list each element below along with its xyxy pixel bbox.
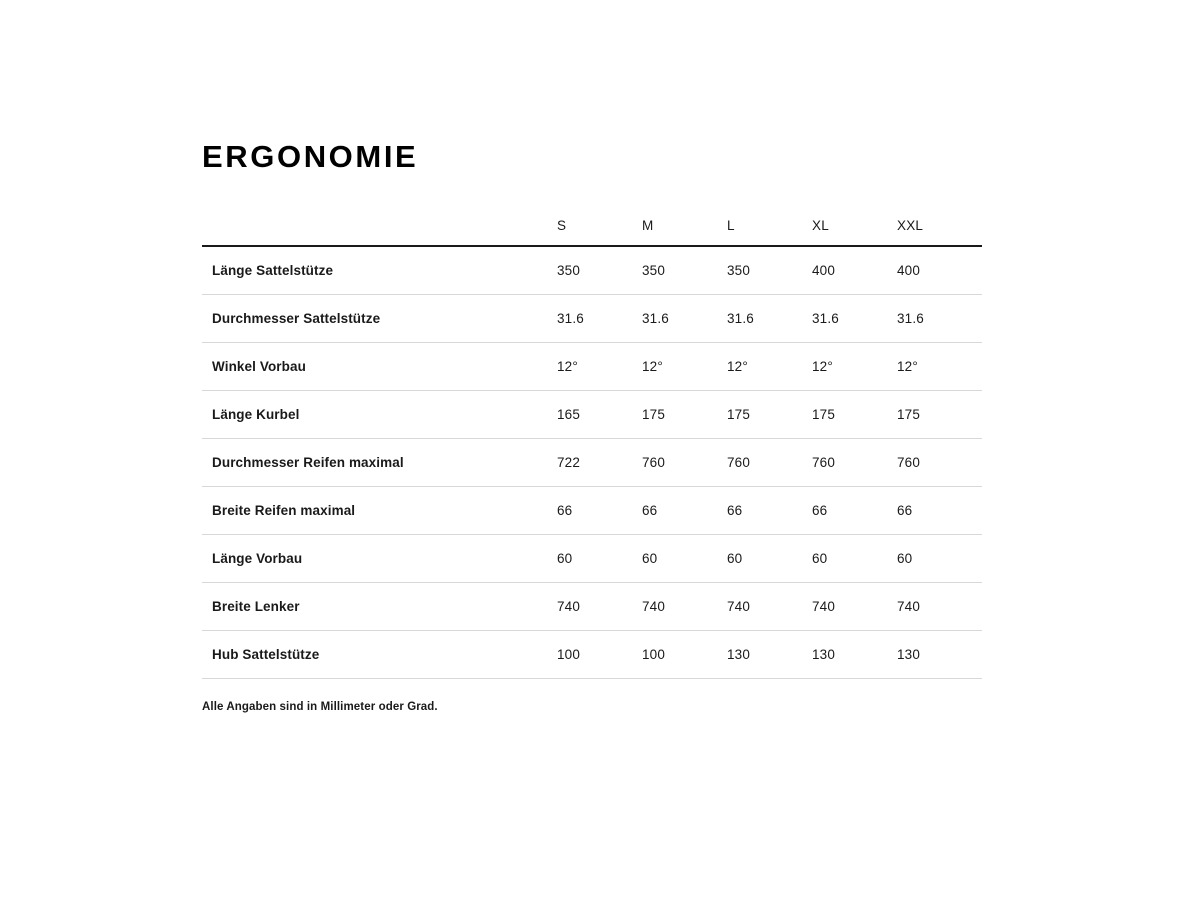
row-label: Durchmesser Reifen maximal	[212, 455, 404, 471]
cell-l: 740	[727, 599, 750, 615]
table-row	[202, 439, 982, 487]
cell-s: 12°	[557, 359, 578, 375]
cell-xxl: 740	[897, 599, 920, 615]
cell-l: 130	[727, 647, 750, 663]
row-label: Hub Sattelstütze	[212, 647, 320, 663]
cell-s: 740	[557, 599, 580, 615]
cell-xxl: 175	[897, 407, 920, 423]
cell-l: 350	[727, 263, 750, 279]
row-label: Länge Kurbel	[212, 407, 300, 423]
cell-xl: 175	[812, 407, 835, 423]
cell-xl: 400	[812, 263, 835, 279]
row-label: Länge Vorbau	[212, 551, 303, 567]
cell-l: 12°	[727, 359, 748, 375]
cell-xl: 12°	[812, 359, 833, 375]
table-footnote: Alle Angaben sind in Millimeter oder Grad.	[202, 701, 438, 714]
cell-m: 350	[642, 263, 665, 279]
cell-m: 100	[642, 647, 665, 663]
cell-xxl: 12°	[897, 359, 918, 375]
column-header-m: M	[642, 218, 654, 234]
ergonomics-spec-table	[202, 218, 982, 679]
row-label: Winkel Vorbau	[212, 359, 306, 375]
cell-xl: 760	[812, 455, 835, 471]
cell-l: 760	[727, 455, 750, 471]
table-row	[202, 487, 982, 535]
cell-xxl: 760	[897, 455, 920, 471]
row-label: Breite Reifen maximal	[212, 503, 356, 519]
table-header	[202, 218, 982, 246]
row-label: Länge Sattelstütze	[212, 263, 334, 279]
column-header-xxl: XXL	[897, 218, 924, 234]
row-label: Durchmesser Sattelstütze	[212, 311, 381, 327]
cell-s: 31.6	[557, 311, 584, 327]
cell-xl: 31.6	[812, 311, 839, 327]
cell-xxl: 130	[897, 647, 920, 663]
table-row	[202, 631, 982, 679]
cell-s: 60	[557, 551, 573, 567]
table-row	[202, 583, 982, 631]
content-area	[202, 140, 982, 713]
cell-l: 66	[727, 503, 743, 519]
table-row	[202, 535, 982, 583]
page-title: ERGONOMIE	[202, 139, 419, 174]
cell-l: 60	[727, 551, 743, 567]
cell-m: 60	[642, 551, 658, 567]
cell-m: 31.6	[642, 311, 669, 327]
column-header-s: S	[557, 218, 567, 234]
cell-xxl: 400	[897, 263, 920, 279]
cell-xxl: 60	[897, 551, 913, 567]
cell-xl: 60	[812, 551, 828, 567]
cell-m: 740	[642, 599, 665, 615]
cell-xl: 740	[812, 599, 835, 615]
cell-m: 12°	[642, 359, 663, 375]
cell-s: 66	[557, 503, 573, 519]
cell-xl: 130	[812, 647, 835, 663]
cell-s: 350	[557, 263, 580, 279]
table-row	[202, 391, 982, 439]
cell-xxl: 31.6	[897, 311, 924, 327]
cell-s: 100	[557, 647, 580, 663]
row-label: Breite Lenker	[212, 599, 300, 615]
table-body	[202, 246, 982, 679]
cell-xl: 66	[812, 503, 828, 519]
cell-m: 175	[642, 407, 665, 423]
column-header-l: L	[727, 218, 735, 234]
cell-m: 66	[642, 503, 658, 519]
table-row	[202, 295, 982, 343]
table-row	[202, 343, 982, 391]
table-header-row	[202, 218, 982, 246]
column-header-spec	[202, 218, 557, 246]
table-row	[202, 246, 982, 295]
column-header-xl: XL	[812, 218, 829, 234]
cell-m: 760	[642, 455, 665, 471]
cell-s: 165	[557, 407, 580, 423]
cell-l: 31.6	[727, 311, 754, 327]
cell-xxl: 66	[897, 503, 913, 519]
cell-l: 175	[727, 407, 750, 423]
cell-s: 722	[557, 455, 580, 471]
